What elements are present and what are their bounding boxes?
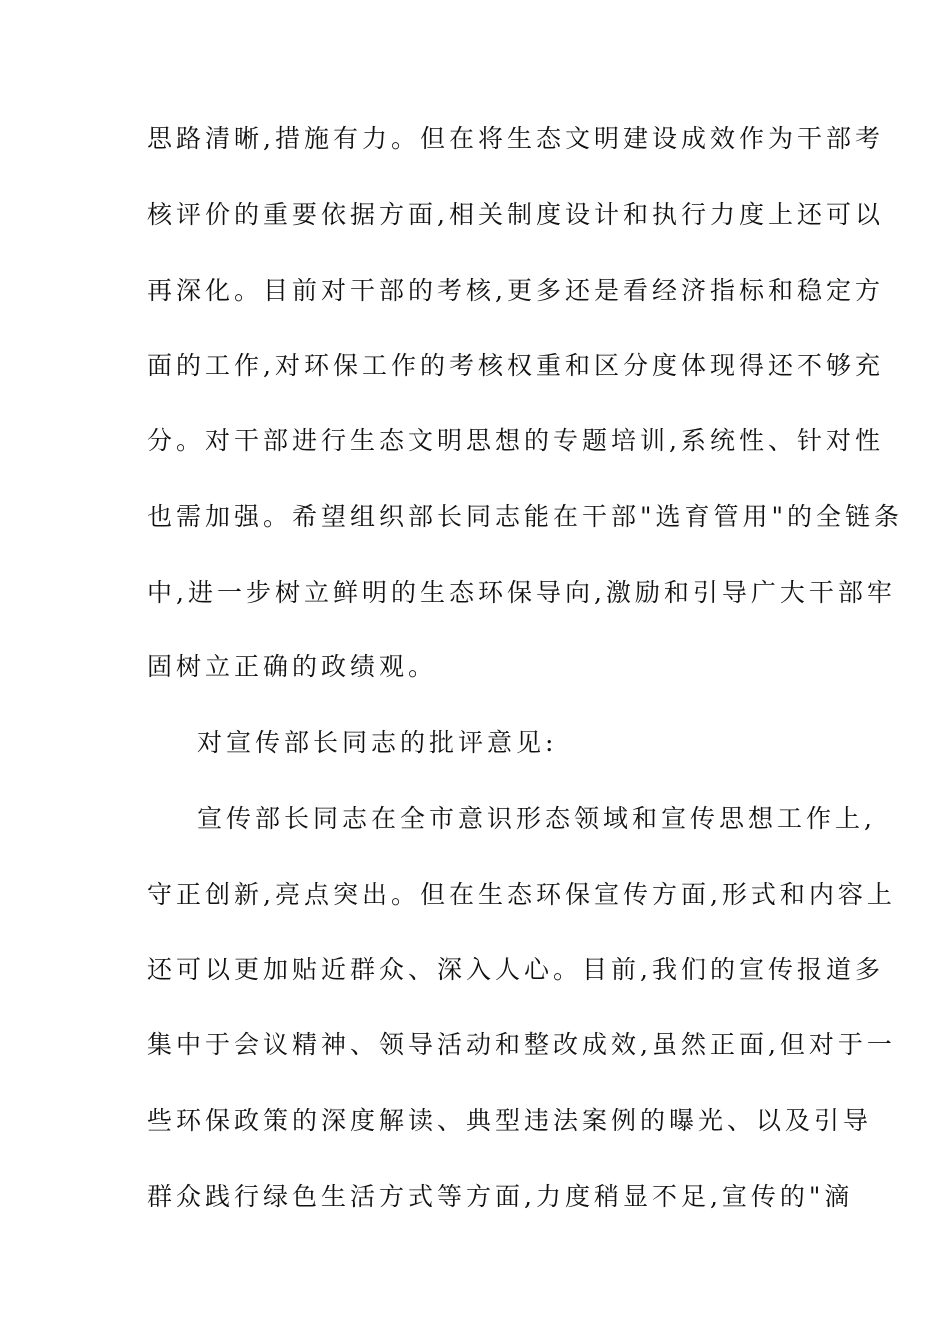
text-line: 群众践行绿色生活方式等方面,力度稍显不足,宣传的"滴 — [147, 1182, 854, 1211]
text-line: 些环保政策的深度解读、典型违法案例的曝光、以及引导 — [147, 1106, 873, 1135]
text-line: 宣传部长同志在全市意识形态领域和宣传思想工作上, — [197, 804, 876, 833]
text-line: 集中于会议精神、领导活动和整改成效,虽然正面,但对于一 — [147, 1030, 896, 1059]
text-line: 核评价的重要依据方面,相关制度设计和执行力度上还可以 — [147, 200, 884, 229]
text-line: 面的工作,对环保工作的考核权重和区分度体现得还不够充 — [147, 351, 884, 380]
text-line: 守正创新,亮点突出。但在生态环保宣传方面,形式和内容上 — [147, 880, 896, 909]
text-line: 还可以更加贴近群众、深入人心。目前,我们的宣传报道多 — [147, 955, 884, 984]
text-line: 中,进一步树立鲜明的生态环保导向,激励和引导广大干部牢 — [147, 578, 896, 607]
text-line: 也需加强。希望组织部长同志能在干部"选育管用"的全链条 — [147, 502, 904, 531]
text-line: 思路清晰,措施有力。但在将生态文明建设成效作为干部考 — [147, 124, 884, 153]
text-line: 再深化。目前对干部的考核,更多还是看经济指标和稳定方 — [147, 276, 884, 305]
text-line: 固树立正确的政绩观。 — [147, 652, 438, 681]
section-heading: 对宣传部长同志的批评意见: — [197, 728, 558, 757]
text-line: 分。对干部进行生态文明思想的专题培训,系统性、针对性 — [147, 426, 884, 455]
